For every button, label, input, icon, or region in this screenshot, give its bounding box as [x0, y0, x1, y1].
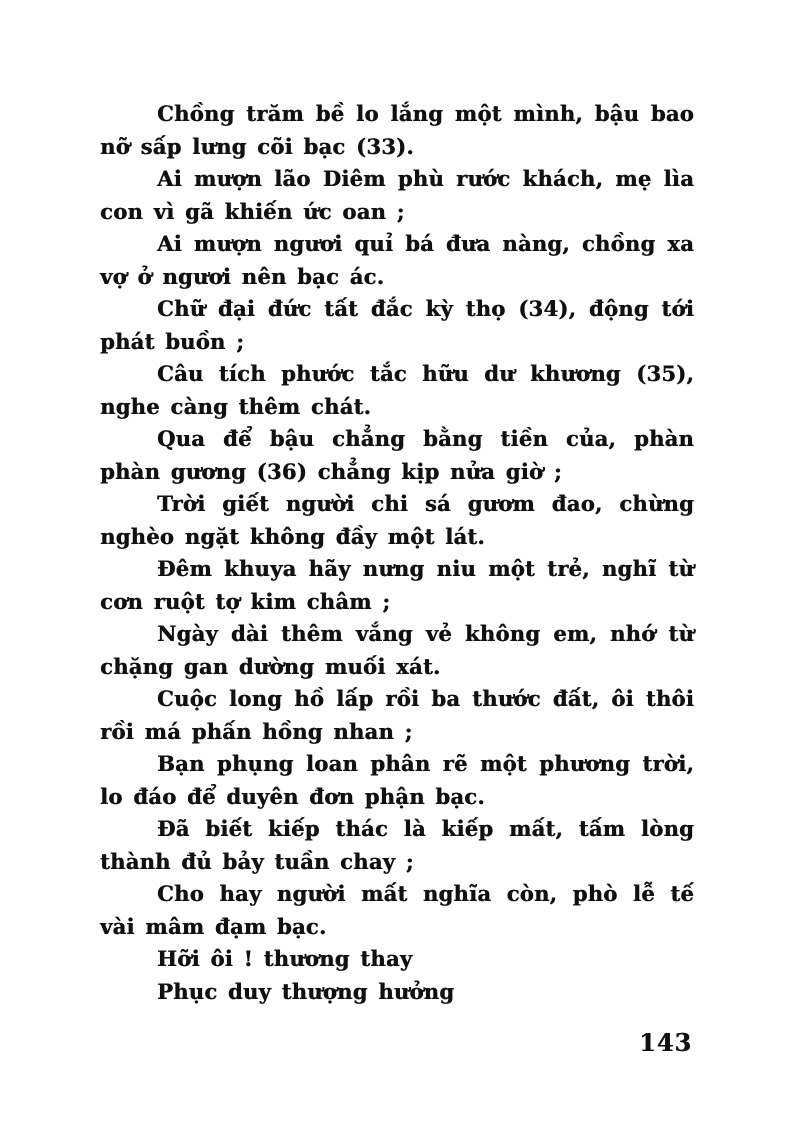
text-paragraph: Bạn phụng loan phân rẽ một phương trời, lo đáo để duyên đơn phận bạc. [100, 751, 694, 809]
text-paragraph: Ai mượn lão Diêm phù rước khách, mẹ lìa con vì gã khiến ức oan ; [100, 166, 694, 224]
text-paragraph: Hỡi ôi ! thương thay [157, 946, 413, 971]
text-paragraph: Câu tích phước tắc hữu dư khương (35), nghe càng thêm chát. [100, 361, 694, 419]
page-number: 143 [639, 1028, 693, 1057]
text-paragraph: Cuộc long hồ lấp rồi ba thước đất, ôi thôi rồi má phấn hồng nhan ; [100, 686, 694, 744]
text-paragraph: Trời giết người chi sá gươm đao, chừng nghèo ngặt không đầy một lát. [100, 491, 694, 549]
page-text-block [100, 98, 694, 1008]
text-paragraph: Phục duy thượng hưởng [157, 978, 455, 1004]
text-paragraph: Ai mượn ngươi quỉ bá đưa nàng, chồng xa vợ ở ngươi nên bạc ác. [100, 231, 694, 289]
text-paragraph: Qua để bậu chẳng bằng tiền của, phàn phàn gương (36) chẳng kịp nửa giờ ; [100, 426, 694, 484]
text-paragraph: Đã biết kiếp thác là kiếp mất, tấm lòng thành đủ bảy tuần chay ; [100, 816, 694, 874]
text-paragraph: Chồng trăm bề lo lắng một mình, bậu bao nỡ sấp lưng cõi bạc (33). [100, 101, 694, 159]
text-paragraph: Chữ đại đức tất đắc kỳ thọ (34), động tới phát buồn ; [100, 296, 694, 354]
text-paragraph: Cho hay người mất nghĩa còn, phò lễ tế vài mâm đạm bạc. [100, 881, 694, 939]
text-paragraph: Ngày dài thêm vắng vẻ không em, nhớ từ chặng gan dường muối xát. [100, 621, 694, 679]
text-paragraph: Đêm khuya hãy nưng niu một trẻ, nghĩ từ cơn ruột tợ kim châm ; [100, 556, 694, 614]
